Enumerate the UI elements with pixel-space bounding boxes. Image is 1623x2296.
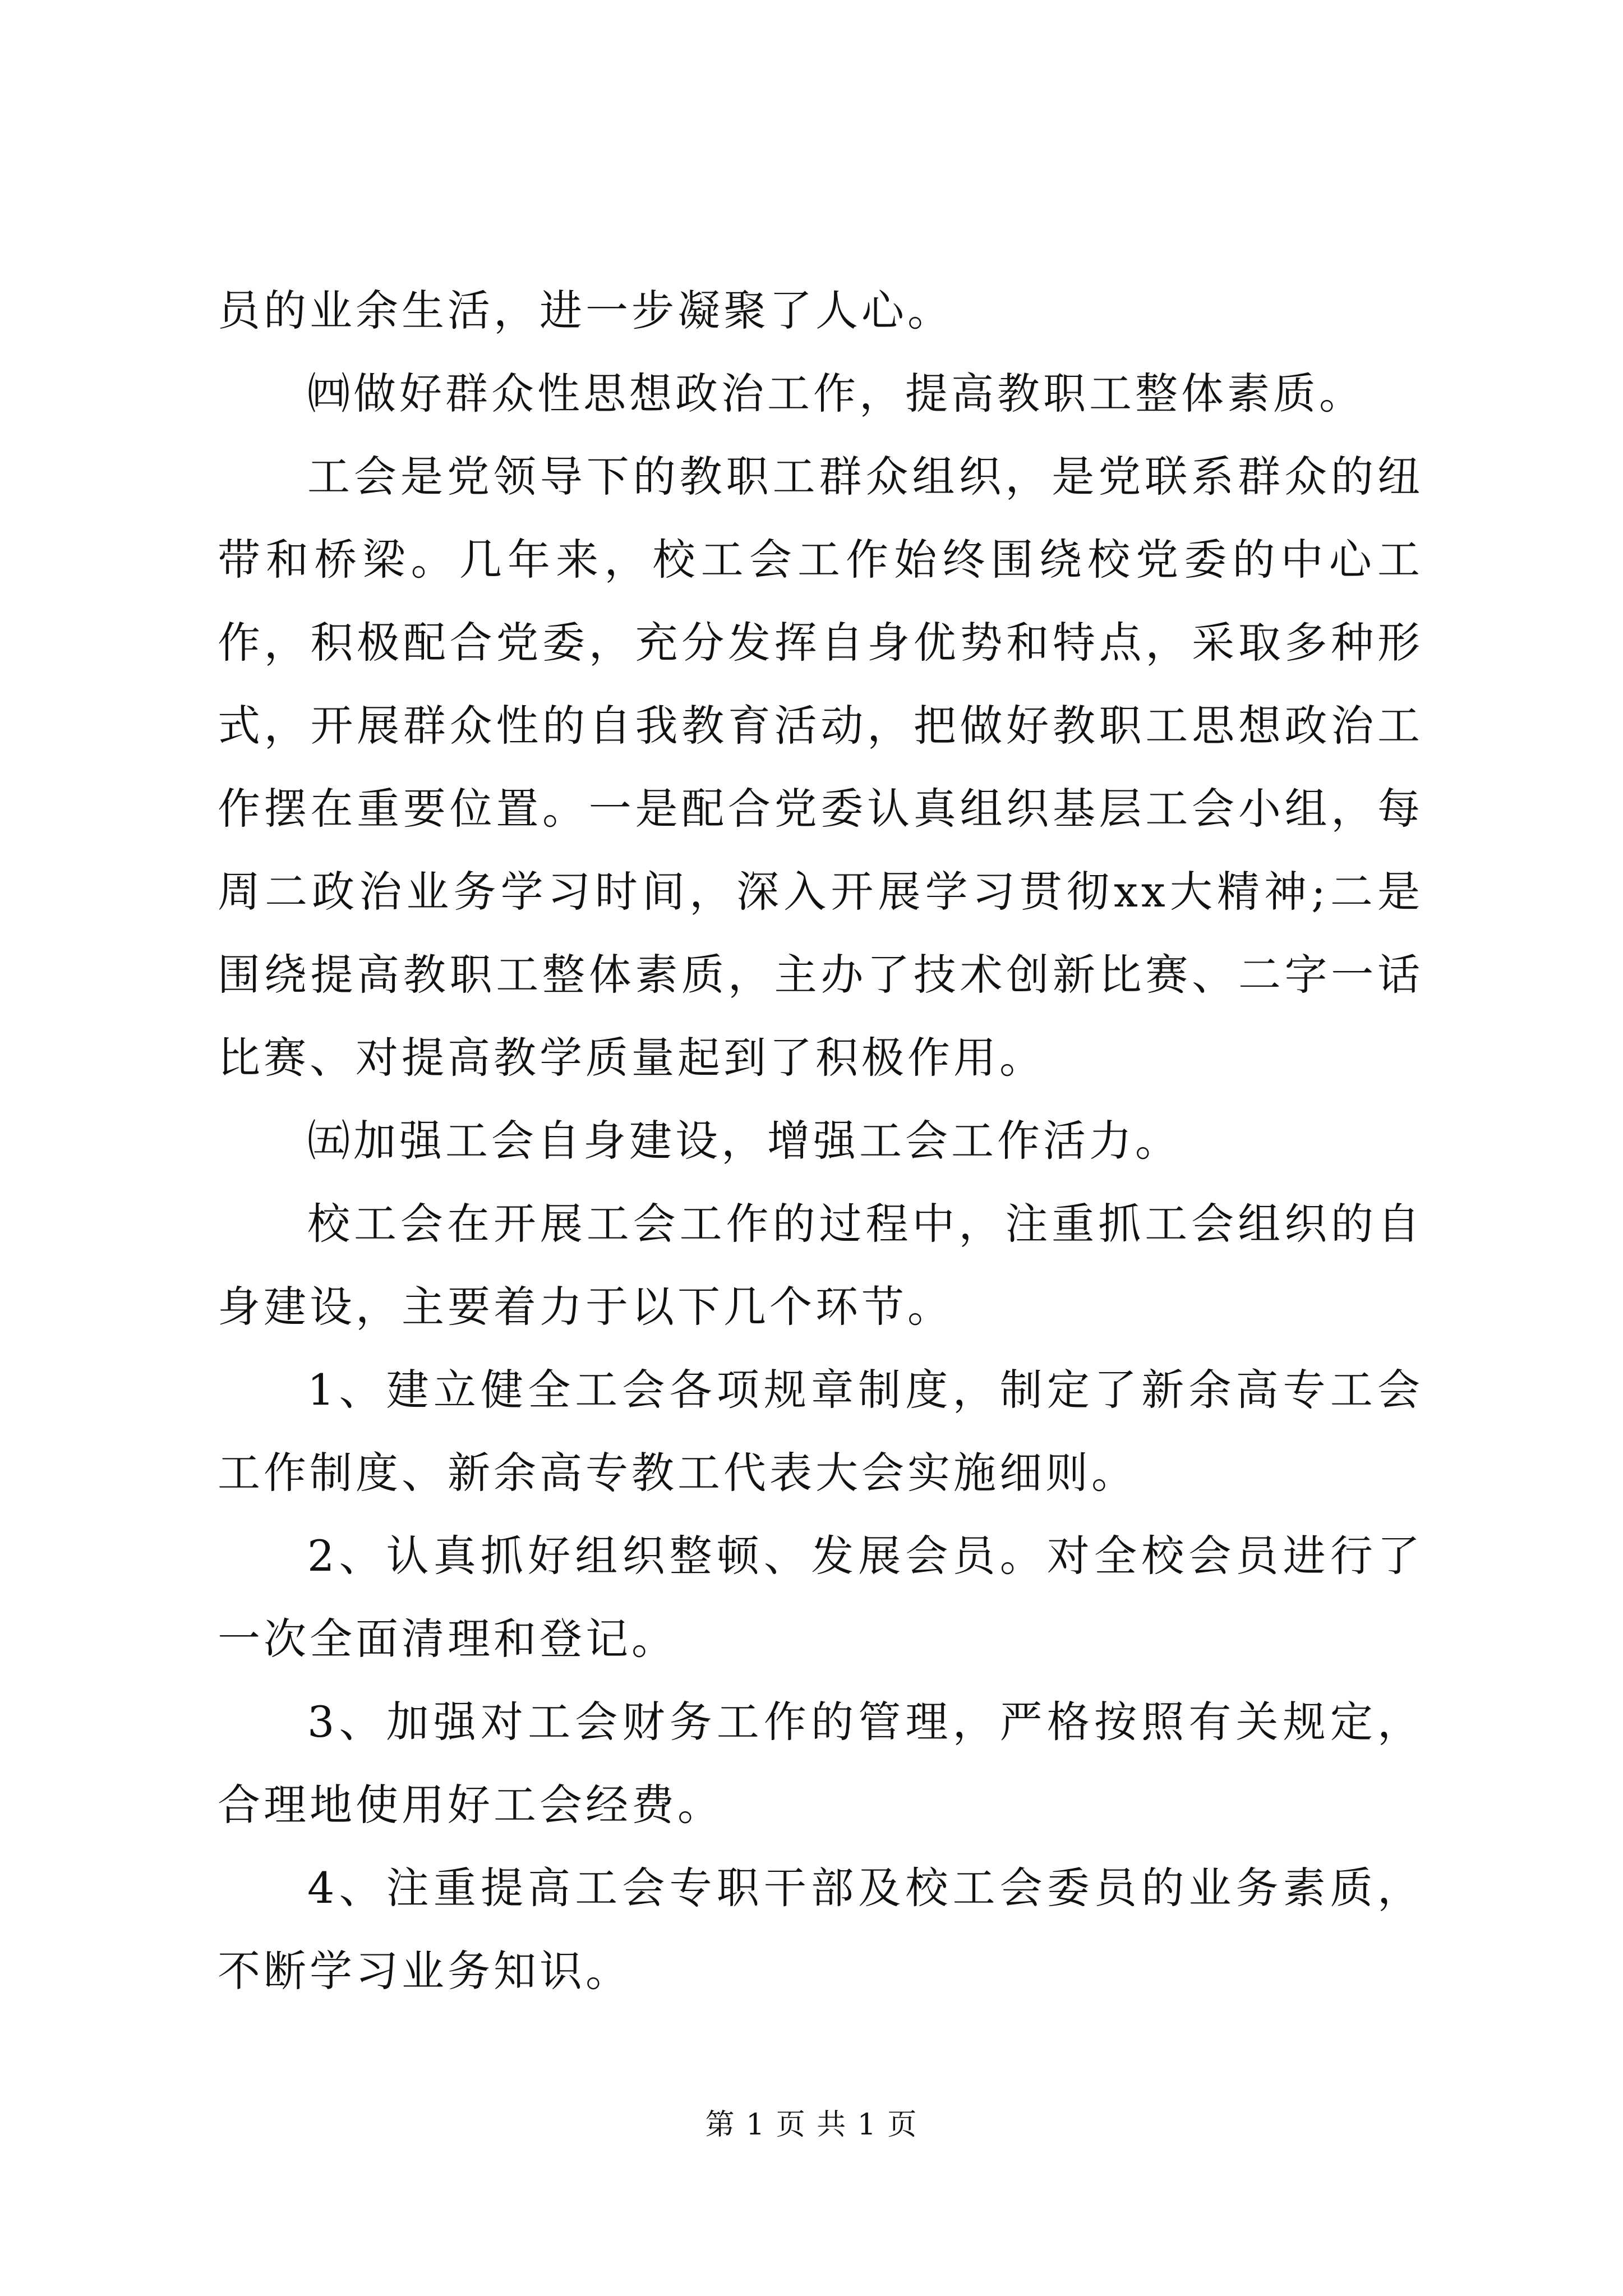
paragraph-continuation: 员的业余生活，进一步凝聚了人心。 — [218, 286, 953, 335]
list-item-3: 3、加强对工会财务工作的管理，严格按照有关规定，合理地使用好工会经费。 — [218, 1697, 1423, 1830]
list-item-1: 1、建立健全工会各项规章制度，制定了新余高专工会工作制度、新余高专教工代表大会实施细则。 — [218, 1365, 1423, 1498]
document-body — [218, 269, 1423, 2013]
paragraph-self-building: 校工会在开展工会工作的过程中，注重抓工会组织的自身建设，主要着力于以下几个环节。 — [218, 1199, 1423, 1332]
paragraph-union-role: 工会是党领导下的教职工群众组织，是党联系群众的纽带和桥梁。几年来，校工会工作始终围绕校党委的中心工作，积极配合党委，充分发挥自身优势和特点，采取多种形式，开展群众性的自我教育活动，把做好教职工思想政治工作摆在重要位置。一是配合党委认真组织基层工会小组，每周二政治业务学习时间，深入开展学习贯彻xx大精神;二是围绕提高教职工整体素质，主办了技术创新比赛、二字一话比赛、对提高教学质量起到了积极作用。 — [218, 452, 1423, 1083]
list-item-2: 2、认真抓好组织整顿、发展会员。对全校会员进行了一次全面清理和登记。 — [218, 1531, 1423, 1664]
section-heading-5: ㈤加强工会自身建设，增强工会工作活力。 — [307, 1116, 1181, 1166]
section-heading-4: ㈣做好群众性思想政治工作，提高教职工整体素质。 — [307, 369, 1365, 418]
list-item-4: 4、注重提高工会专职干部及校工会委员的业务素质，不断学习业务知识。 — [218, 1863, 1423, 1996]
page-footer: 第 1 页 共 1 页 — [705, 2108, 918, 2142]
